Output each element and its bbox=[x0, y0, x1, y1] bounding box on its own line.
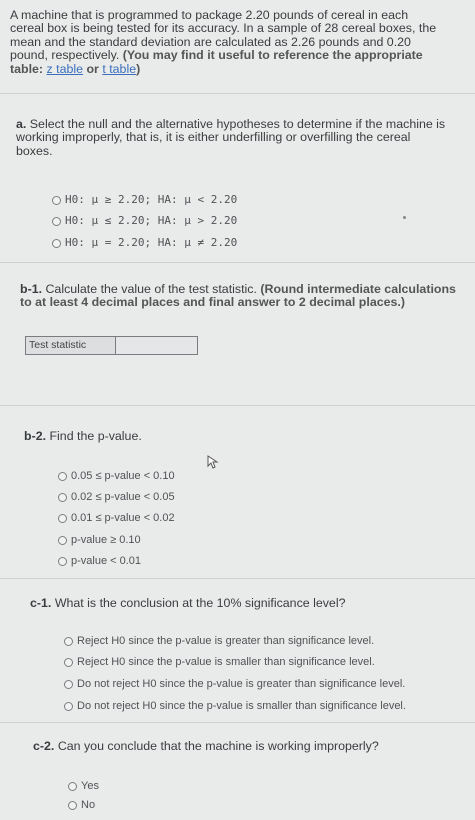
answer-label-no: No bbox=[81, 799, 96, 811]
intro-line-3: mean and the standard deviation are calculated as 2.26 pounds and 0.20 bbox=[10, 34, 411, 49]
part-b1-bold-1: (Round intermediate calculations bbox=[260, 282, 456, 296]
pvalue-label-1: 0.05 ≤ p-value < 0.10 bbox=[71, 470, 175, 482]
pvalue-option-3[interactable] bbox=[58, 512, 175, 524]
divider-2 bbox=[0, 262, 475, 263]
hypothesis-label-1: H0: μ ≥ 2.20; HA: μ < 2.20 bbox=[65, 193, 238, 206]
intro-line-1: A machine that is programmed to package 2.20 pounds of cereal in each bbox=[10, 8, 409, 22]
pvalue-option-4[interactable] bbox=[58, 534, 141, 546]
part-c2-question bbox=[33, 740, 468, 753]
radio-button-icon[interactable] bbox=[58, 493, 67, 502]
answer-option-yes[interactable] bbox=[68, 780, 99, 792]
or-text: or bbox=[86, 61, 99, 76]
test-statistic-input[interactable] bbox=[115, 337, 197, 354]
part-a-text-3: boxes. bbox=[16, 143, 53, 158]
divider-1 bbox=[0, 93, 475, 94]
conclusion-label-3: Do not reject H0 since the p-value is greater than significance level. bbox=[77, 678, 406, 690]
part-b2-text: Find the p-value. bbox=[49, 429, 142, 443]
pvalue-option-5[interactable] bbox=[58, 555, 141, 567]
conclusion-option-1[interactable] bbox=[64, 635, 374, 647]
small-dot bbox=[403, 216, 406, 219]
radio-button-icon[interactable] bbox=[64, 702, 73, 711]
intro-line-4-text: pound, respectively. bbox=[10, 48, 120, 63]
pvalue-label-5: p-value < 0.01 bbox=[71, 555, 142, 567]
part-b1-line-1 bbox=[20, 283, 470, 296]
hypothesis-option-1[interactable] bbox=[52, 193, 237, 206]
part-b1-question bbox=[20, 283, 470, 310]
conclusion-option-4[interactable] bbox=[64, 700, 406, 712]
part-b1-bold-2: to at least 4 decimal places and final answer to 2 decimal places.) bbox=[20, 295, 405, 310]
conclusion-option-2[interactable] bbox=[64, 656, 375, 668]
radio-button-icon[interactable] bbox=[68, 801, 77, 810]
part-b1-text: Calculate the value of the test statistic. bbox=[45, 282, 257, 296]
part-c1-question bbox=[30, 597, 470, 610]
radio-button-icon[interactable] bbox=[52, 196, 61, 205]
problem-statement bbox=[10, 9, 470, 76]
radio-button-icon[interactable] bbox=[52, 239, 61, 248]
intro-line-4 bbox=[10, 49, 470, 62]
t-table-link[interactable]: t table bbox=[102, 61, 137, 76]
mouse-pointer-icon bbox=[207, 455, 219, 469]
hypothesis-option-3[interactable] bbox=[52, 236, 237, 249]
pvalue-option-1[interactable] bbox=[58, 470, 175, 482]
pvalue-label-3: 0.01 ≤ p-value < 0.02 bbox=[71, 512, 175, 524]
radio-button-icon[interactable] bbox=[58, 536, 67, 545]
part-a-line-1 bbox=[16, 118, 471, 131]
divider-4 bbox=[0, 578, 475, 579]
radio-button-icon[interactable] bbox=[58, 557, 67, 566]
conclusion-label-4: Do not reject H0 since the p-value is smaller than significance level. bbox=[77, 700, 406, 712]
table-hint: (You may find it useful to reference the appropriate bbox=[122, 48, 423, 63]
answer-label-yes: Yes bbox=[81, 780, 99, 792]
intro-line-2: cereal box is being tested for its accuracy. In a sample of 28 cereal boxes, the bbox=[10, 21, 437, 36]
test-statistic-label: Test statistic bbox=[29, 339, 87, 351]
part-a-text-2: working improperly, that is, it is either underfilling or overfilling the cereal bbox=[16, 130, 411, 145]
part-a-text-1: Select the null and the alternative hypotheses to determine if the machine is bbox=[29, 117, 446, 131]
pvalue-option-2[interactable] bbox=[58, 491, 175, 503]
radio-button-icon[interactable] bbox=[58, 514, 67, 523]
radio-button-icon[interactable] bbox=[58, 472, 67, 481]
hypothesis-option-2[interactable] bbox=[52, 214, 237, 227]
part-a-question bbox=[16, 118, 471, 158]
hypothesis-label-2: H0: μ ≤ 2.20; HA: μ > 2.20 bbox=[65, 214, 238, 227]
radio-button-icon[interactable] bbox=[64, 680, 73, 689]
part-a-prefix: a. bbox=[16, 117, 27, 131]
answer-option-no[interactable] bbox=[68, 799, 95, 811]
part-b2-prefix: b-2. bbox=[24, 429, 47, 443]
hypothesis-label-3: H0: μ = 2.20; HA: μ ≠ 2.20 bbox=[65, 236, 238, 249]
conclusion-option-3[interactable] bbox=[64, 678, 405, 690]
part-b2-question bbox=[24, 430, 464, 443]
table-hint-2: table: bbox=[10, 61, 44, 76]
divider-5 bbox=[0, 722, 475, 723]
radio-button-icon[interactable] bbox=[68, 782, 77, 791]
close-paren: ) bbox=[136, 61, 141, 76]
pvalue-label-2: 0.02 ≤ p-value < 0.05 bbox=[71, 491, 175, 503]
intro-line-5 bbox=[10, 63, 470, 76]
conclusion-label-2: Reject H0 since the p-value is smaller than significance level. bbox=[77, 656, 375, 668]
test-statistic-row bbox=[25, 336, 198, 355]
part-c2-prefix: c-2. bbox=[33, 739, 55, 753]
part-b1-prefix: b-1. bbox=[20, 282, 43, 296]
conclusion-label-1: Reject H0 since the p-value is greater than significance level. bbox=[77, 635, 375, 647]
pvalue-label-4: p-value ≥ 0.10 bbox=[71, 534, 141, 546]
radio-button-icon[interactable] bbox=[64, 637, 73, 646]
divider-3 bbox=[0, 405, 475, 406]
radio-button-icon[interactable] bbox=[64, 658, 73, 667]
part-c1-text: What is the conclusion at the 10% significance level? bbox=[54, 596, 346, 610]
part-c2-text: Can you conclude that the machine is working improperly? bbox=[57, 739, 379, 753]
z-table-link[interactable]: z table bbox=[46, 61, 84, 76]
part-c1-prefix: c-1. bbox=[30, 596, 52, 610]
radio-button-icon[interactable] bbox=[52, 217, 61, 226]
